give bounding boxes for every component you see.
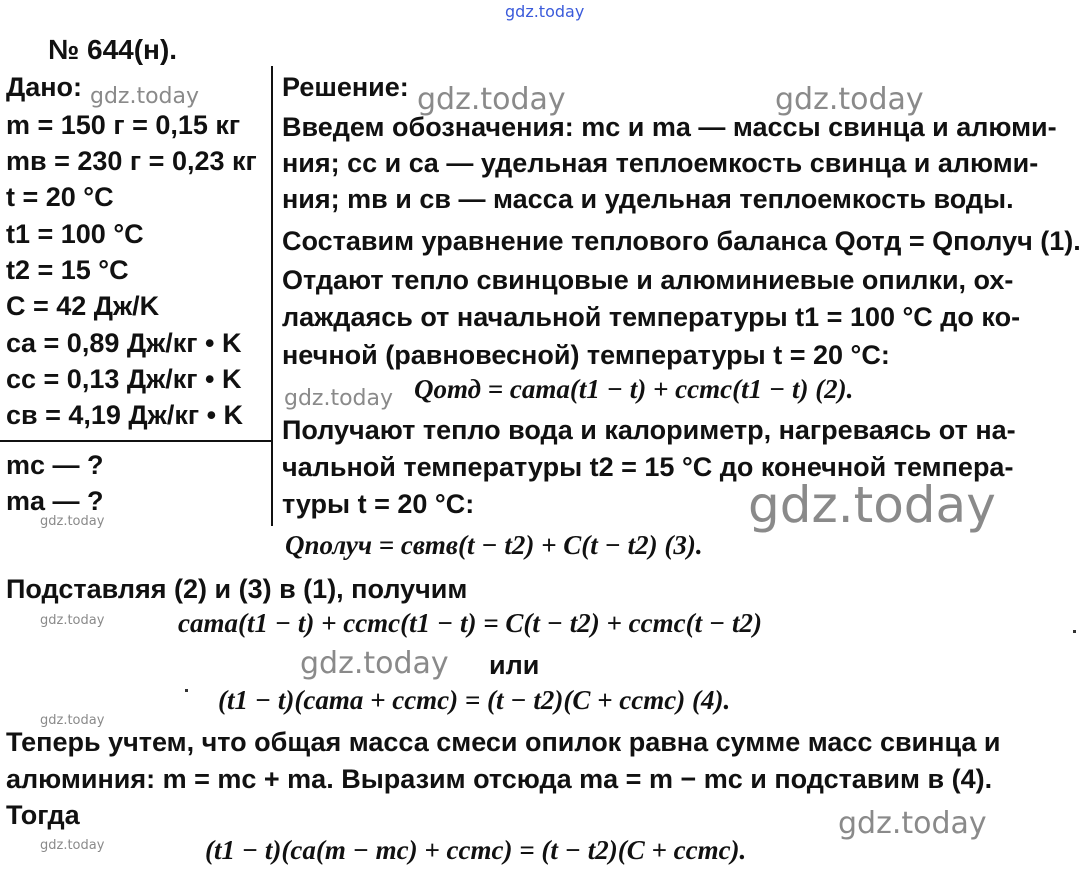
given-line: mв = 230 г = 0,23 кг: [6, 146, 257, 176]
given-line: t2 = 15 °C: [6, 255, 129, 285]
given-header: Дано:: [6, 72, 83, 102]
solution-line: ния; mв и cв — масса и удельная теплоемкость воды.: [282, 184, 1014, 214]
watermark: gdz.today: [40, 713, 105, 728]
given-line: C = 42 Дж/K: [6, 291, 160, 321]
solution-header: Решение:: [282, 72, 409, 102]
solution-line: Введем обозначения: mс и mа — массы свинца и алюми-: [282, 112, 1057, 142]
given-divider-horizontal: [0, 440, 271, 442]
paragraph-line: алюминия: m = mс + mа. Выразим отсюда mа = m − mс и подставим в (4).: [6, 764, 993, 794]
or-text: или: [489, 650, 540, 680]
paragraph-line: Теперь учтем, что общая масса смеси опилок равна сумме масс свинца и: [6, 727, 1001, 757]
solution-line: Отдают тепло свинцовые и алюминиевые опилки, ох-: [282, 265, 1014, 295]
then-text: Тогда: [6, 800, 80, 830]
given-line: cа = 0,89 Дж/кг • K: [6, 328, 242, 358]
solution-line: нечной (равновесной) температуры t = 20 °C:: [282, 340, 890, 370]
given-line: t1 = 100 °C: [6, 219, 144, 249]
find-line: mс — ?: [6, 450, 104, 480]
watermark: gdz.today: [838, 806, 987, 841]
watermark: gdz.today: [40, 514, 105, 529]
solution-line: Составим уравнение теплового баланса Qотд = Qполуч (1).: [282, 226, 1081, 256]
equation-2: Qотд = cаmа(t1 − t) + cсmс(t1 − t) (2).: [414, 374, 854, 404]
given-line: cв = 4,19 Дж/кг • K: [6, 400, 244, 430]
given-line: cс = 0,13 Дж/кг • K: [6, 364, 242, 394]
equation-4: (t1 − t)(cаmа + cсmс) = (t − t2)(C + cсmс) (4).: [218, 685, 731, 715]
watermark: gdz.today: [775, 82, 924, 117]
given-divider-vertical: [271, 66, 273, 526]
watermark: gdz.today: [40, 838, 105, 853]
substitution-text: Подставляя (2) и (3) в (1), получим: [6, 574, 468, 604]
solution-line: чальной температуры t2 = 15 °C до конечной темпера-: [282, 452, 1014, 482]
find-line: mа — ?: [6, 486, 104, 516]
watermark: gdz.today: [417, 82, 566, 117]
watermark: gdz.today: [300, 646, 449, 681]
given-line: t = 20 °C: [6, 182, 114, 212]
watermark: gdz.today: [284, 386, 394, 411]
problem-number: № 644(н).: [48, 34, 178, 65]
equation-3: Qполуч = cвmв(t − t2) + C(t − t2) (3).: [285, 530, 703, 560]
watermark: gdz.today: [505, 2, 585, 21]
solution-line: туры t = 20 °C:: [282, 489, 475, 519]
watermark: gdz.today: [40, 613, 105, 628]
equation-balance: cаmа(t1 − t) + cсmс(t1 − t) = C(t − t2) + cсmс(t − t2): [178, 608, 762, 638]
equation-final: (t1 − t)(cа(m − mс) + cсmс) = (t − t2)(C + cсmс).: [205, 835, 747, 865]
scan-speck: [1073, 630, 1076, 633]
solution-line: Получают тепло вода и калориметр, нагреваясь от на-: [282, 415, 1016, 445]
solution-line: ния; cс и cа — удельная теплоемкость свинца и алюми-: [282, 148, 1039, 178]
solution-line: лаждаясь от начальной температуры t1 = 100 °C до ко-: [282, 302, 1021, 332]
scan-speck: [185, 689, 188, 692]
watermark: gdz.today: [748, 476, 996, 534]
watermark: gdz.today: [90, 84, 200, 109]
given-line: m = 150 г = 0,15 кг: [6, 110, 241, 140]
